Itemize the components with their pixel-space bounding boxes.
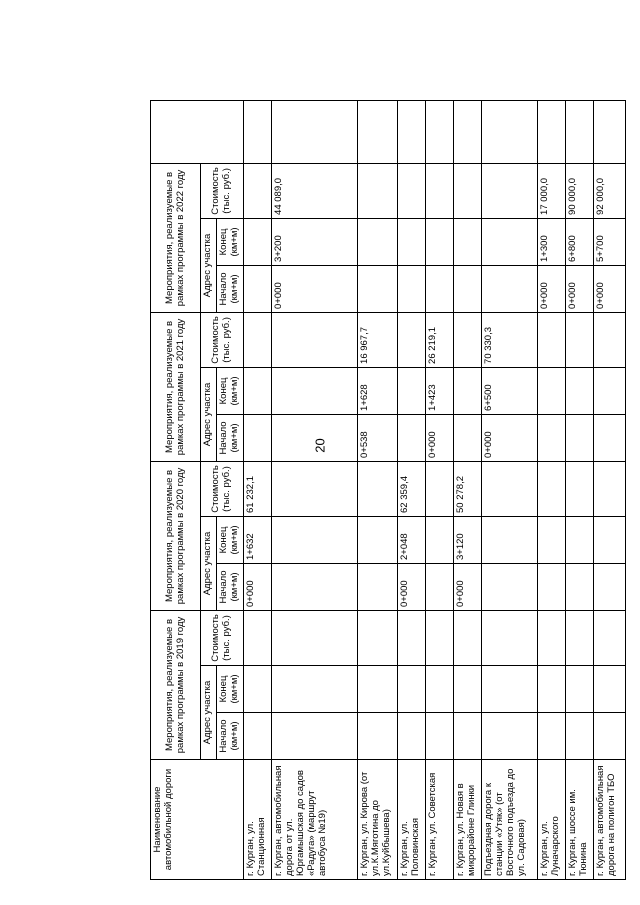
value-cell bbox=[357, 218, 397, 265]
value-cell bbox=[453, 666, 481, 713]
value-cell: 90 000,0 bbox=[565, 163, 593, 218]
road-name-cell: г. Курган, ул. Новая в микрорайоне Глинки bbox=[453, 760, 481, 880]
value-cell bbox=[357, 563, 397, 610]
value-cell bbox=[425, 563, 453, 610]
value-cell bbox=[593, 516, 625, 563]
header-start-2022: Начало (км+м) bbox=[217, 265, 244, 312]
value-cell bbox=[565, 516, 593, 563]
value-cell bbox=[453, 367, 481, 414]
road-name-cell: г. Курган, автомобильная дорога на полигон ТБО bbox=[593, 760, 625, 880]
header-address-2021: Адрес участка bbox=[201, 367, 217, 461]
value-cell bbox=[453, 218, 481, 265]
blank-cell bbox=[453, 100, 481, 163]
value-cell bbox=[593, 713, 625, 760]
value-cell bbox=[565, 563, 593, 610]
value-cell: 16 967,7 bbox=[357, 312, 397, 367]
value-cell bbox=[243, 312, 271, 367]
blank-cell bbox=[271, 100, 357, 163]
table-row bbox=[593, 100, 625, 879]
value-cell bbox=[537, 516, 565, 563]
value-cell bbox=[537, 414, 565, 461]
value-cell: 1+632 bbox=[243, 516, 271, 563]
table-row bbox=[271, 100, 357, 879]
value-cell: 2+048 bbox=[397, 516, 425, 563]
header-end-2022: Конец (км+м) bbox=[217, 218, 244, 265]
road-program-table bbox=[150, 100, 626, 880]
value-cell: 26 219,1 bbox=[425, 312, 453, 367]
value-cell bbox=[357, 666, 397, 713]
value-cell bbox=[481, 265, 537, 312]
value-cell bbox=[357, 516, 397, 563]
value-cell bbox=[243, 666, 271, 713]
value-cell bbox=[481, 563, 537, 610]
value-cell bbox=[357, 713, 397, 760]
header-cost-2019: Стоимость (тыс. руб.) bbox=[201, 610, 244, 665]
value-cell bbox=[453, 265, 481, 312]
value-cell: 3+120 bbox=[453, 516, 481, 563]
blank-cell bbox=[357, 100, 397, 163]
rotated-table-wrapper bbox=[150, 100, 630, 880]
value-cell bbox=[593, 610, 625, 665]
value-cell bbox=[271, 461, 357, 516]
value-cell: 17 000,0 bbox=[537, 163, 565, 218]
value-cell: 1+628 bbox=[357, 367, 397, 414]
header-end-2021: Конец (км+м) bbox=[217, 367, 244, 414]
value-cell bbox=[425, 516, 453, 563]
table-row bbox=[425, 100, 453, 879]
value-cell: 0+000 bbox=[397, 563, 425, 610]
road-name-cell: г. Курган, ул. Кирова (от ул.К.Мяготина до ул.Куйбышева) bbox=[357, 760, 397, 880]
value-cell bbox=[565, 610, 593, 665]
value-cell bbox=[397, 218, 425, 265]
header-year-2019: Мероприятия, реализуемые в рамках программы в 2019 году bbox=[151, 610, 201, 759]
value-cell bbox=[397, 367, 425, 414]
value-cell bbox=[565, 367, 593, 414]
value-cell bbox=[271, 713, 357, 760]
value-cell bbox=[453, 312, 481, 367]
value-cell bbox=[425, 265, 453, 312]
value-cell bbox=[243, 265, 271, 312]
value-cell bbox=[537, 312, 565, 367]
header-address-2022: Адрес участка bbox=[201, 218, 217, 312]
value-cell bbox=[593, 367, 625, 414]
value-cell bbox=[397, 610, 425, 665]
value-cell: 50 278,2 bbox=[453, 461, 481, 516]
header-blank-column bbox=[151, 100, 244, 163]
value-cell bbox=[271, 563, 357, 610]
value-cell bbox=[453, 610, 481, 665]
value-cell bbox=[537, 713, 565, 760]
value-cell bbox=[565, 312, 593, 367]
value-cell: 70 330,3 bbox=[481, 312, 537, 367]
value-cell bbox=[453, 163, 481, 218]
value-cell bbox=[453, 414, 481, 461]
value-cell bbox=[397, 312, 425, 367]
header-address-2019: Адрес участка bbox=[201, 666, 217, 760]
value-cell bbox=[271, 516, 357, 563]
value-cell: 62 359,4 bbox=[397, 461, 425, 516]
value-cell: 0+538 bbox=[357, 414, 397, 461]
blank-cell bbox=[537, 100, 565, 163]
value-cell bbox=[243, 218, 271, 265]
value-cell: 0+000 bbox=[537, 265, 565, 312]
value-cell bbox=[481, 218, 537, 265]
value-cell bbox=[357, 265, 397, 312]
header-year-2022: Мероприятия, реализуемые в рамках программы в 2022 году bbox=[151, 163, 201, 312]
header-start-2019: Начало (км+м) bbox=[217, 713, 244, 760]
value-cell bbox=[593, 563, 625, 610]
road-name-cell: г. Курган, ул. Луначарского bbox=[537, 760, 565, 880]
value-cell bbox=[481, 610, 537, 665]
value-cell bbox=[593, 461, 625, 516]
table-row bbox=[565, 100, 593, 879]
value-cell bbox=[425, 610, 453, 665]
value-cell bbox=[593, 666, 625, 713]
value-cell bbox=[565, 713, 593, 760]
table-row bbox=[481, 100, 537, 879]
header-year-2021: Мероприятия, реализуемые в рамках программы в 2021 году bbox=[151, 312, 201, 461]
value-cell bbox=[537, 666, 565, 713]
value-cell: 3+200 bbox=[271, 218, 357, 265]
value-cell bbox=[425, 666, 453, 713]
value-cell bbox=[593, 312, 625, 367]
value-cell bbox=[243, 163, 271, 218]
value-cell: 0+000 bbox=[453, 563, 481, 610]
value-cell bbox=[481, 713, 537, 760]
value-cell: 0+000 bbox=[271, 265, 357, 312]
value-cell bbox=[243, 414, 271, 461]
value-cell bbox=[271, 367, 357, 414]
header-address-2020: Адрес участка bbox=[201, 516, 217, 610]
value-cell: 0+000 bbox=[565, 265, 593, 312]
value-cell bbox=[481, 461, 537, 516]
header-cost-2021: Стоимость (тыс. руб.) bbox=[201, 312, 244, 367]
value-cell bbox=[271, 610, 357, 665]
value-cell bbox=[357, 163, 397, 218]
value-cell bbox=[397, 265, 425, 312]
blank-cell bbox=[565, 100, 593, 163]
value-cell bbox=[481, 666, 537, 713]
header-cost-2022: Стоимость (тыс. руб.) bbox=[201, 163, 244, 218]
header-road-name: Наименование автомобильной дороги bbox=[151, 760, 244, 880]
value-cell bbox=[481, 516, 537, 563]
value-cell bbox=[425, 713, 453, 760]
table-body bbox=[243, 100, 625, 879]
blank-cell bbox=[243, 100, 271, 163]
value-cell: 6+500 bbox=[481, 367, 537, 414]
value-cell bbox=[481, 163, 537, 218]
value-cell: 0+000 bbox=[425, 414, 453, 461]
value-cell bbox=[243, 367, 271, 414]
blank-cell bbox=[593, 100, 625, 163]
road-name-cell: г. Курган, автомобильная дорога от ул. Юргамышская до садов «Радуга» (маршрут автобуса №19) bbox=[271, 760, 357, 880]
value-cell bbox=[243, 713, 271, 760]
table-row bbox=[357, 100, 397, 879]
value-cell bbox=[537, 367, 565, 414]
value-cell bbox=[537, 610, 565, 665]
header-cost-2020: Стоимость (тыс. руб.) bbox=[201, 461, 244, 516]
value-cell bbox=[425, 163, 453, 218]
blank-cell bbox=[397, 100, 425, 163]
header-start-2021: Начало (км+м) bbox=[217, 414, 244, 461]
header-year-2020: Мероприятия, реализуемые в рамках программы в 2020 году bbox=[151, 461, 201, 610]
road-name-cell: г. Курган, ул. Станционная bbox=[243, 760, 271, 880]
value-cell bbox=[453, 713, 481, 760]
value-cell bbox=[271, 414, 357, 461]
value-cell bbox=[537, 563, 565, 610]
value-cell: 61 232,1 bbox=[243, 461, 271, 516]
value-cell bbox=[565, 461, 593, 516]
value-cell: 0+000 bbox=[243, 563, 271, 610]
road-name-cell: г. Курган, шоссе им. Тюнина bbox=[565, 760, 593, 880]
value-cell: 0+000 bbox=[593, 265, 625, 312]
value-cell: 44 089,0 bbox=[271, 163, 357, 218]
header-end-2020: Конец (км+м) bbox=[217, 516, 244, 563]
table-row bbox=[397, 100, 425, 879]
value-cell bbox=[397, 163, 425, 218]
value-cell bbox=[425, 461, 453, 516]
header-start-2020: Начало (км+м) bbox=[217, 563, 244, 610]
value-cell bbox=[397, 713, 425, 760]
value-cell bbox=[593, 414, 625, 461]
value-cell: 6+800 bbox=[565, 218, 593, 265]
value-cell bbox=[357, 610, 397, 665]
value-cell: 5+700 bbox=[593, 218, 625, 265]
value-cell bbox=[357, 461, 397, 516]
value-cell bbox=[425, 218, 453, 265]
value-cell: 0+000 bbox=[481, 414, 537, 461]
table-row bbox=[243, 100, 271, 879]
value-cell: 92 000,0 bbox=[593, 163, 625, 218]
blank-cell bbox=[481, 100, 537, 163]
road-name-cell: г. Курган, ул. Советская bbox=[425, 760, 453, 880]
table-row bbox=[453, 100, 481, 879]
value-cell bbox=[397, 666, 425, 713]
blank-cell bbox=[425, 100, 453, 163]
value-cell bbox=[565, 666, 593, 713]
table-row bbox=[537, 100, 565, 879]
value-cell bbox=[271, 666, 357, 713]
value-cell bbox=[397, 414, 425, 461]
value-cell: 1+423 bbox=[425, 367, 453, 414]
value-cell bbox=[243, 610, 271, 665]
road-name-cell: г. Курган, ул. Половинская bbox=[397, 760, 425, 880]
header-end-2019: Конец (км+м) bbox=[217, 666, 244, 713]
road-name-cell: Подъездная дорога к станции «Утяк» (от Восточного подъезда до ул. Садовая) bbox=[481, 760, 537, 880]
value-cell bbox=[565, 414, 593, 461]
value-cell: 1+300 bbox=[537, 218, 565, 265]
value-cell bbox=[271, 312, 357, 367]
value-cell bbox=[537, 461, 565, 516]
